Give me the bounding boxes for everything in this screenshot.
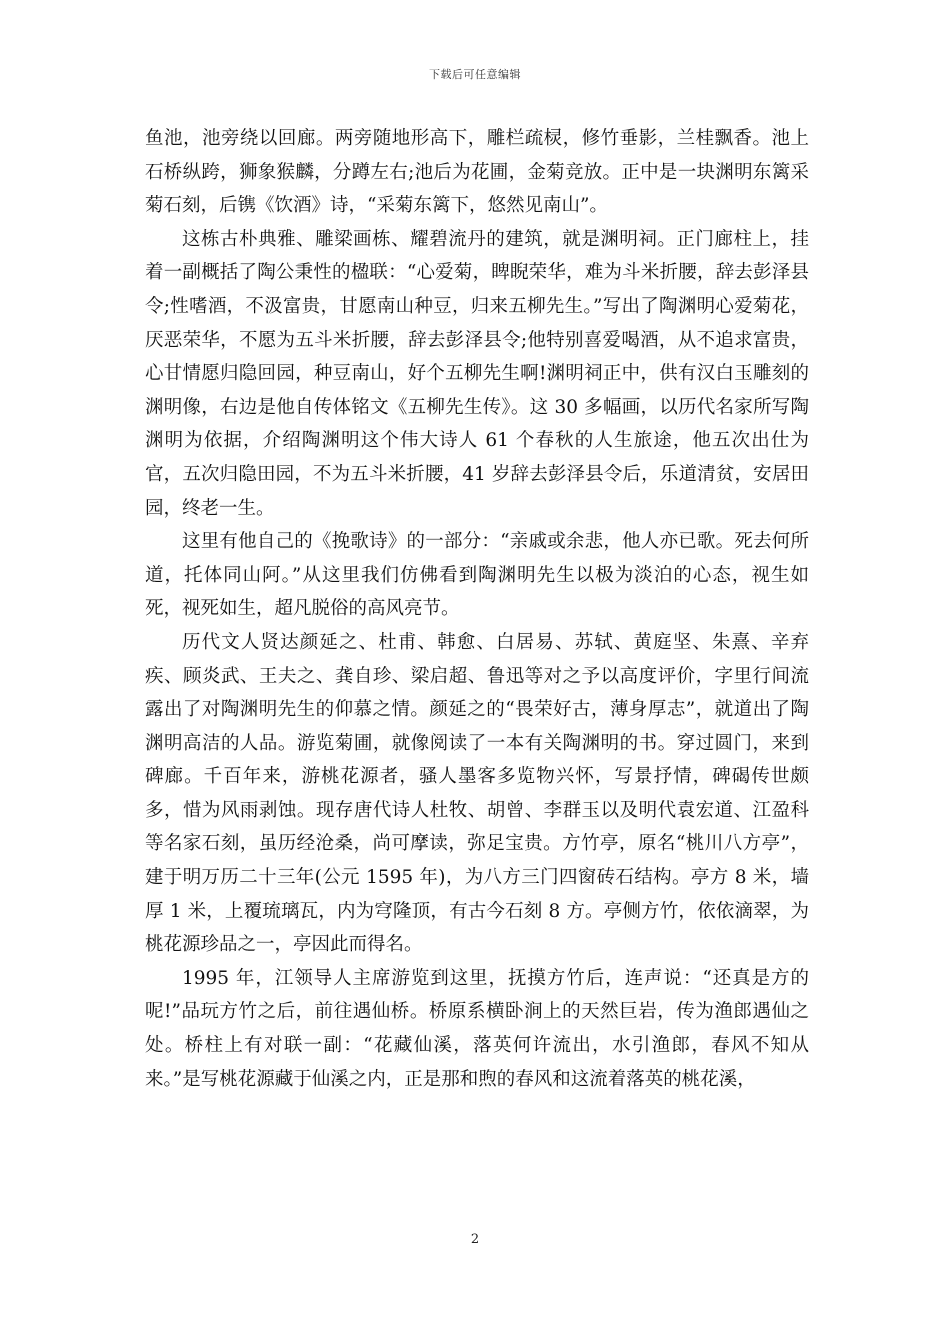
paragraph-5: 1995 年，江领导人主席游览到这里，抚摸方竹后，连声说：“还真是方的呢!”品玩方竹之后，前往遇仙桥。桥原系横卧涧上的天然巨岩，传为渔郎遇仙之处。桥柱上有对联一副：“花藏仙溪，落英何许流出，水引渔郎，春风不知从来。”是写桃花源藏于仙溪之内，正是那和煦的春风和这流着落英的桃花溪， [145, 967, 809, 1090]
page-number: 2 [470, 1232, 480, 1247]
document-body [145, 122, 809, 1096]
paragraph-2: 这栋古朴典雅、雕梁画栋、耀碧流丹的建筑，就是渊明祠。正门廊柱上，挂着一副概括了陶公秉性的楹联：“心爱菊，睥睨荣华，难为斗米折腰，辞去彭泽县令;性嗜酒，不汲富贵，甘愿南山种豆，归来五柳先生。”写出了陶渊明心爱菊花，厌恶荣华，不愿为五斗米折腰，辞去彭泽县令;他特别喜爱喝酒，从不追求富贵，心甘情愿归隐回园，种豆南山，好个五柳先生啊!渊明祠正中，供有汉白玉雕刻的渊明像，右边是他自传体铭文《五柳先生传》。这 30 多幅画，以历代名家所写陶渊明为依据，介绍陶渊明这个伟大诗人 61 个春秋的人生旅途，他五次出仕为官，五次归隐田园，不为五斗米折腰，41 岁辞去彭泽县令后，乐道清贫，安居田园，终老一生。 [145, 228, 810, 519]
paragraph-3: 这里有他自己的《挽歌诗》的一部分：“亲戚或余悲，他人亦已歌。死去何所道，托体同山阿。”从这里我们仿佛看到陶渊明先生以极为淡泊的心态，视生如死，视死如生，超凡脱俗的高风亮节。 [145, 531, 809, 620]
paragraph-1: 鱼池，池旁绕以回廊。两旁随地形高下，雕栏疏棂，修竹垂影，兰桂飘香。池上石桥纵跨，狮象猴麟，分蹲左右;池后为花圃，金菊竞放。正中是一块渊明东篱采菊石刻，后镌《饮酒》诗，“采菊东篱下，悠然见南山”。 [145, 128, 809, 217]
page-header: 下载后可任意编辑 [429, 68, 521, 81]
paragraph-4: 历代文人贤达颜延之、杜甫、韩愈、白居易、苏轼、黄庭坚、朱熹、辛弃疾、顾炎武、王夫之、龚自珍、梁启超、鲁迅等对之予以高度评价，字里行间流露出了对陶渊明先生的仰慕之情。颜延之的“畏荣好古，薄身厚志”，就道出了陶渊明高洁的人品。游览菊圃，就像阅读了一本有关陶渊明的书。穿过圆门，来到碑廊。千百年来，游桃花源者，骚人墨客多览物兴怀，写景抒情，碑碣传世颇多，惜为风雨剥蚀。现存唐代诗人杜牧、胡曾、李群玉以及明代袁宏道、江盈科等名家石刻，虽历经沧桑，尚可摩读，弥足宝贵。方竹亭，原名“桃川八方亭”，建于明万历二十三年(公元 1595 年)，为八方三门四窗砖石结构。亭方 8 米，墙厚 1 米，上覆琉璃瓦，内为穹隆顶，有古今石刻 8 方。亭侧方竹，依依滴翠，为桃花源珍品之一，亭因此而得名。 [145, 631, 809, 956]
